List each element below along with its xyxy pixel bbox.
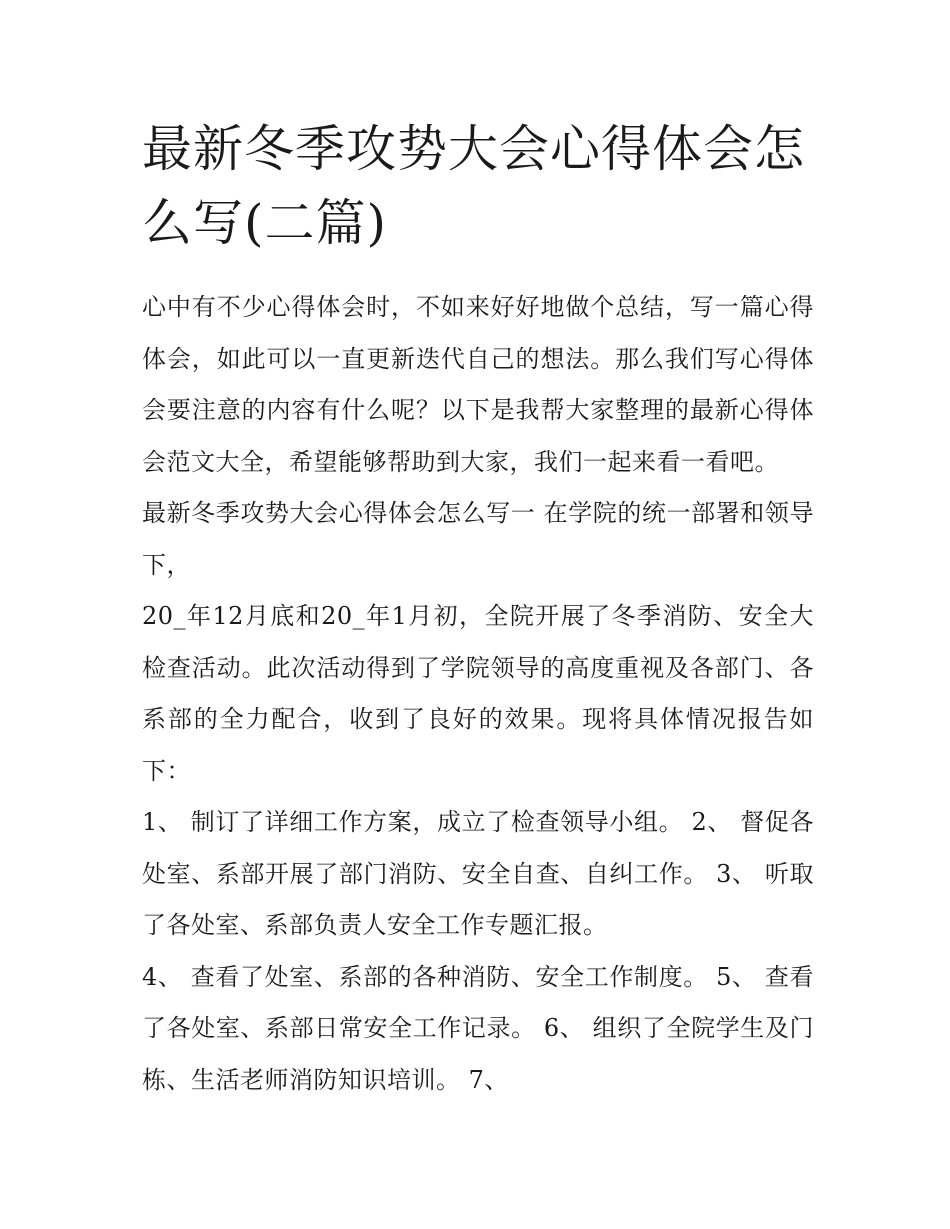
section-heading-paragraph: 最新冬季攻势大会心得体会怎么写一 在学院的统一部署和领导下， (142, 499, 814, 579)
activity-summary-paragraph: 20_年12月底和20_年1月初，全院开展了冬季消防、安全大检查活动。此次活动得到了学院领导的高度重视及各部门、各系部的全力配合，收到了良好的效果。现将具体情况报告如下： (142, 602, 814, 785)
intro-paragraph: 心中有不少心得体会时，不如来好好地做个总结，写一篇心得体会，如此可以一直更新迭代自己的想法。那么我们写心得体会要注意的内容有什么呢？以下是我帮大家整理的最新心得体会范文大全，希望能够帮助到大家，我们一起来看一看吧。 (142, 293, 814, 476)
document-title: 最新冬季攻势大会心得体会怎么写(二篇) (142, 120, 805, 252)
document-page (142, 112, 814, 1106)
work-items-paragraph-2: 4、 查看了处室、系部的各种消防、安全工作制度。 5、 查看了各处室、系部日常安全工作记录。 6、 组织了全院学生及门栋、生活老师消防知识培训。 7、 (142, 962, 814, 1094)
work-items-paragraph-1: 1、 制订了详细工作方案，成立了检查领导小组。 2、 督促各处室、系部开展了部门消防、安全自查、自纠工作。 3、 听取了各处室、系部负责人安全工作专题汇报。 (142, 808, 814, 939)
